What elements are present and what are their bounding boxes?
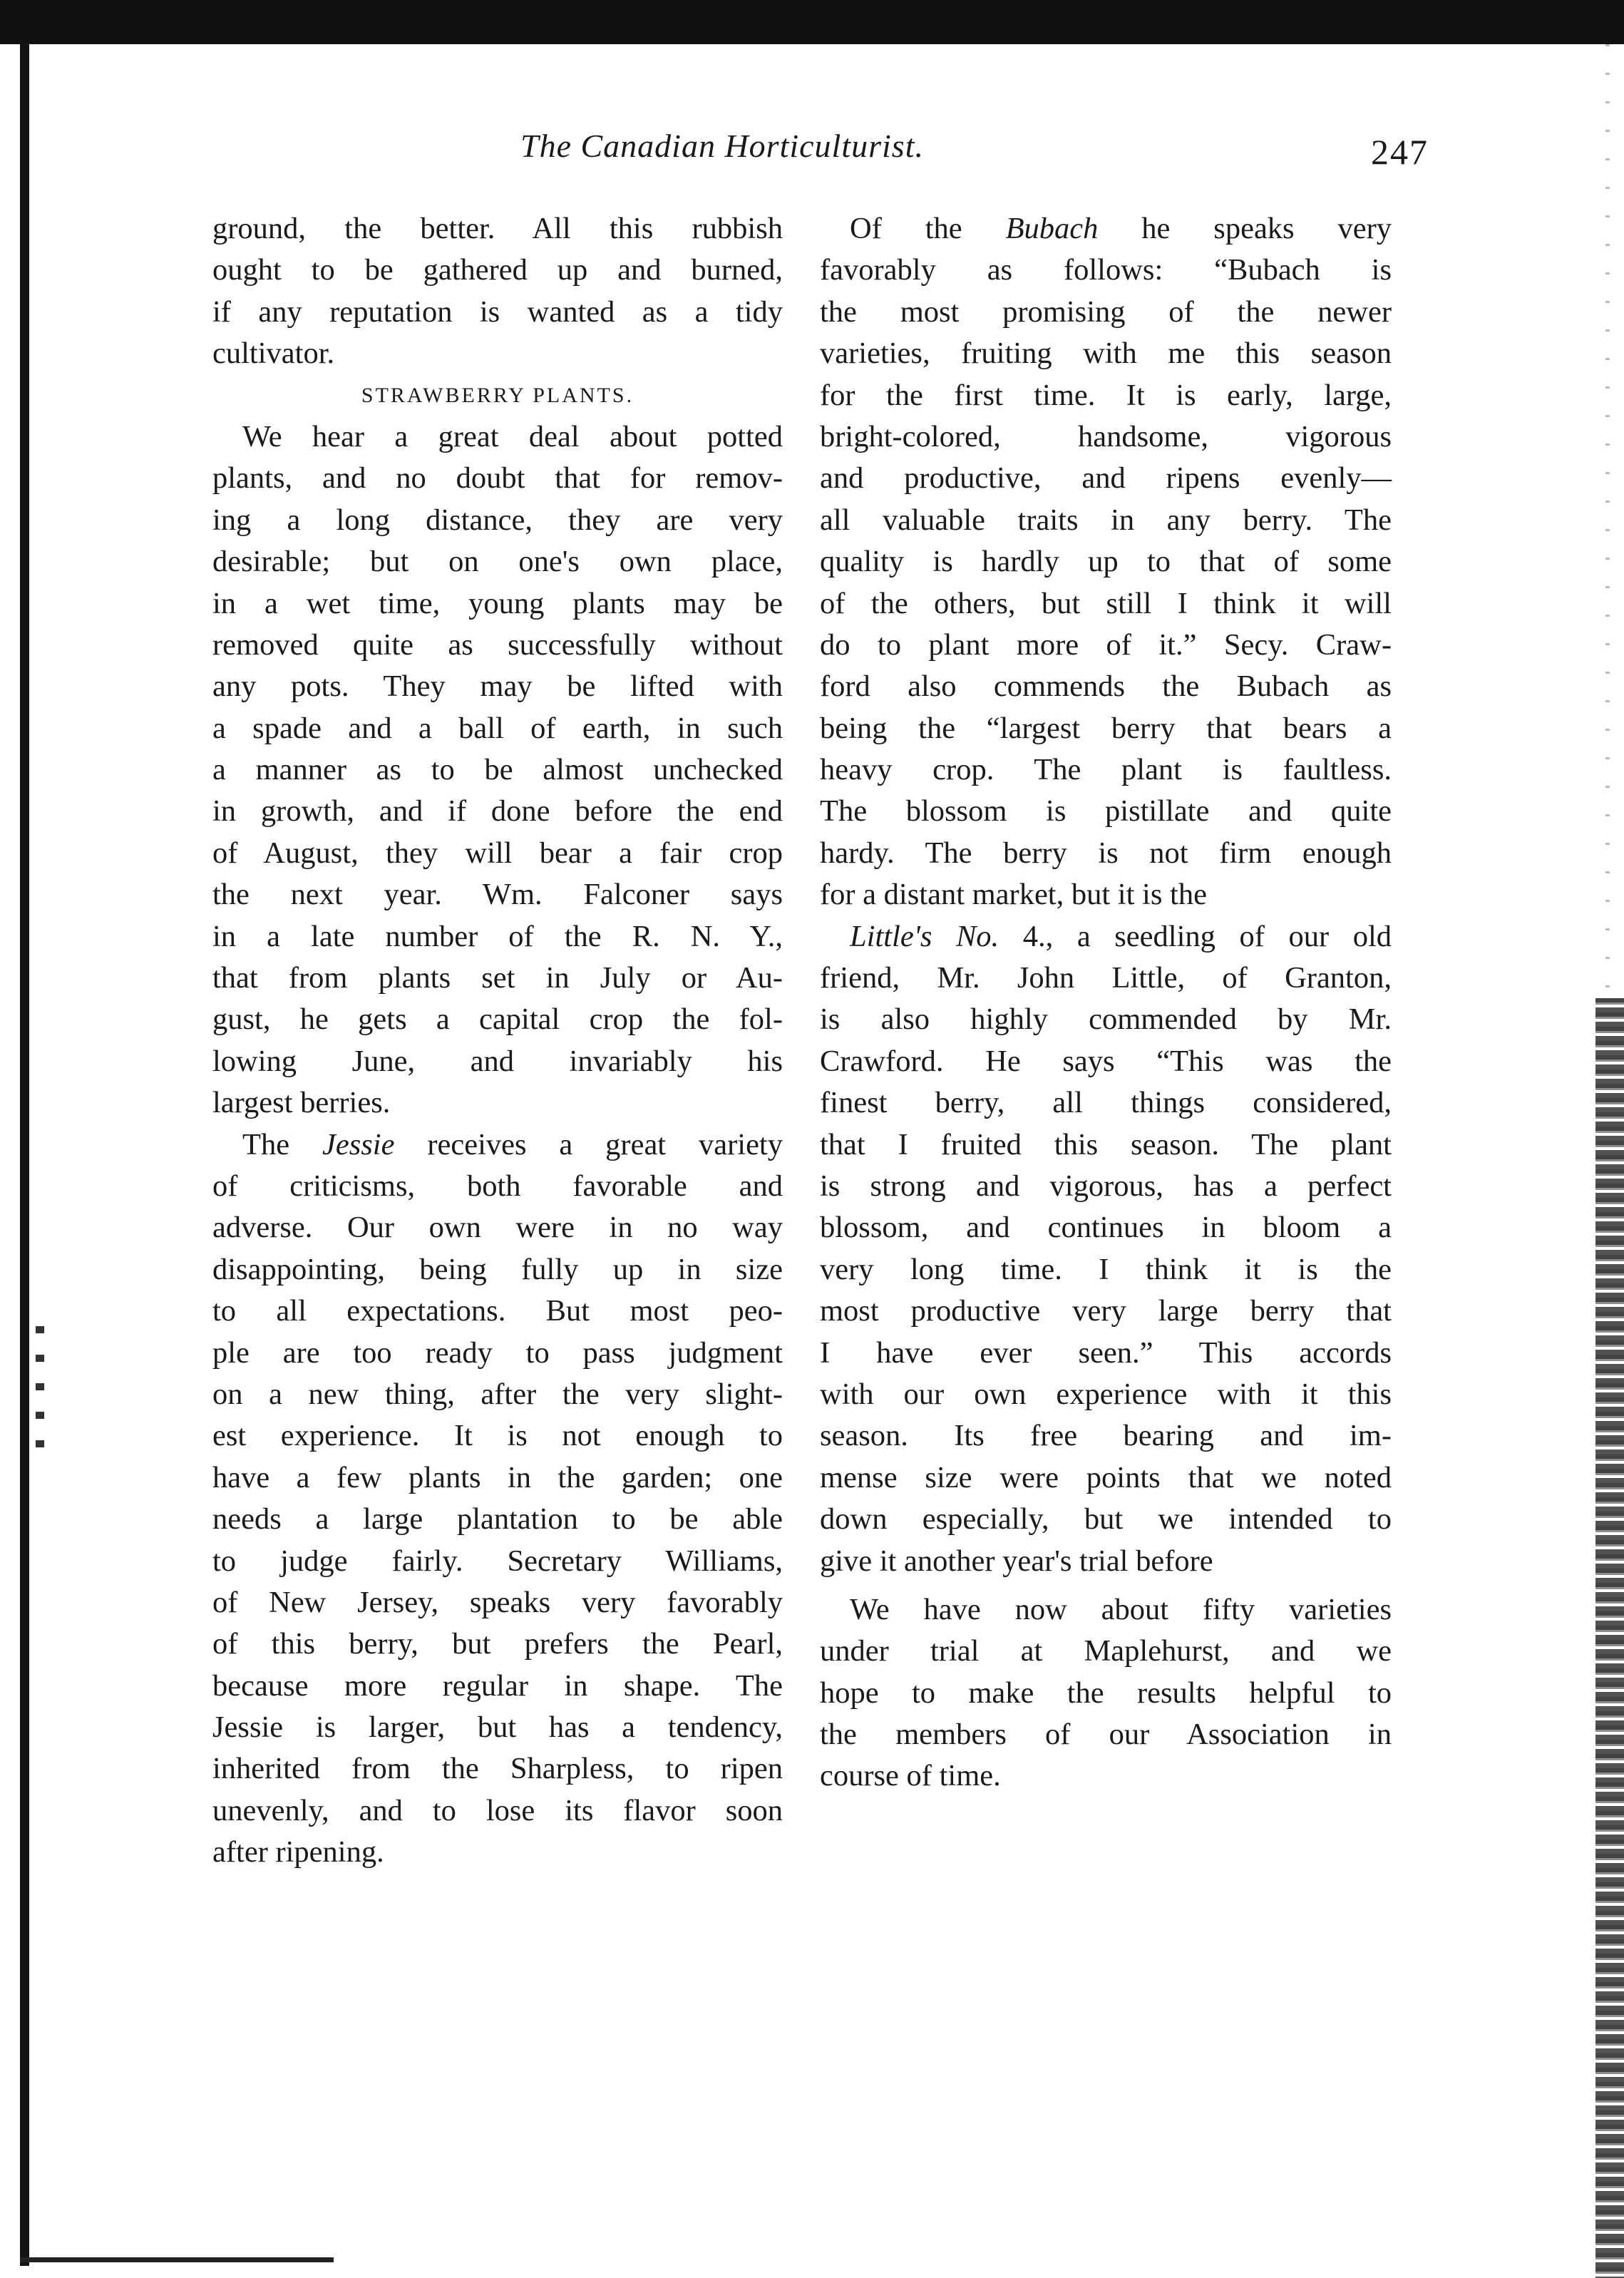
page-number: 247 xyxy=(1371,132,1429,172)
text-line: lowing June, and invariably his xyxy=(212,1044,783,1078)
text-line: ple are too ready to pass judgment xyxy=(212,1335,783,1370)
berry-name-jessie: Jessie xyxy=(322,1127,395,1161)
text-line: finest berry, all things considered, xyxy=(820,1086,1392,1120)
text-line: of criticisms, both favorable and xyxy=(212,1169,783,1203)
text-line xyxy=(820,916,1392,958)
text-line: I have ever seen.” This accords xyxy=(820,1335,1392,1370)
text-line: plants, and no doubt that for remov- xyxy=(212,461,783,496)
text-line: the next year. Wm. Falconer says xyxy=(212,878,783,912)
text-line: friend, Mr. John Little, of Granton, xyxy=(820,961,1392,995)
text-line: the most promising of the newer xyxy=(820,294,1392,329)
text-line: if any reputation is wanted as a tidy xyxy=(212,294,783,329)
text-line: of the others, but still I think it will xyxy=(820,586,1392,620)
text-line: in a wet time, young plants may be xyxy=(212,586,783,620)
text-line: have a few plants in the garden; one xyxy=(212,1460,783,1494)
text-line: cultivator. xyxy=(212,337,335,371)
text-line: ford also commends the Bubach as xyxy=(820,669,1392,704)
text-line: unevenly, and to lose its flavor soon xyxy=(212,1793,783,1827)
text-run: 4., a seedling of our old xyxy=(999,919,1392,953)
text-line: adverse. Our own were in no way xyxy=(212,1211,783,1245)
left-column xyxy=(212,208,783,1874)
text-line: gust, he gets a capital crop the fol- xyxy=(212,1002,783,1037)
text-line: do to plant more of it.” Secy. Craw- xyxy=(820,627,1392,662)
text-line: We hear a great deal about potted xyxy=(242,419,783,453)
text-line: est experience. It is not enough to xyxy=(212,1419,783,1453)
text-line: course of time. xyxy=(820,1759,1001,1793)
running-head xyxy=(214,127,1568,184)
text-line: mense size were points that we noted xyxy=(820,1460,1392,1494)
text-run: Of the xyxy=(850,212,1006,245)
text-line: in growth, and if done before the end xyxy=(212,794,783,828)
journal-title: The Canadian Horticulturist. xyxy=(520,128,924,164)
scan-border-left xyxy=(20,41,29,2266)
text-line: a manner as to be almost unchecked xyxy=(212,753,783,787)
scan-edge-right-lower xyxy=(1595,998,1624,2278)
text-line: varieties, fruiting with me this season xyxy=(820,337,1392,371)
section-heading: STRAWBERRY PLANTS. xyxy=(361,383,634,407)
text-line: is also highly commended by Mr. xyxy=(820,1002,1392,1037)
text-line: with our own experience with it this xyxy=(820,1377,1392,1411)
text-line: Jessie is larger, but has a tendency, xyxy=(212,1710,783,1745)
text-line: all valuable traits in any berry. The xyxy=(820,503,1392,537)
text-line: of this berry, but prefers the Pearl, xyxy=(212,1627,783,1661)
text-line: under trial at Maplehurst, and we xyxy=(820,1634,1392,1668)
text-line: the members of our Association in xyxy=(820,1718,1392,1752)
text-line: a spade and a ball of earth, in such xyxy=(212,711,783,745)
text-run: The xyxy=(242,1127,322,1161)
text-line: most productive very large berry that xyxy=(820,1294,1392,1328)
text-line: of New Jersey, speaks very favorably xyxy=(212,1585,783,1619)
text-line xyxy=(212,1124,783,1166)
text-line: of August, they will bear a fair crop xyxy=(212,836,783,870)
text-line: ought to be gathered up and burned, xyxy=(212,253,783,287)
scan-edge-right-upper xyxy=(1605,44,1610,1000)
text-line: The blossom is pistillate and quite xyxy=(820,794,1392,828)
text-line: largest berries. xyxy=(212,1086,391,1120)
text-line: desirable; but on one's own place, xyxy=(212,545,783,579)
text-line: disappointing, being fully up in size xyxy=(212,1252,783,1286)
text-line: bright-colored, handsome, vigorous xyxy=(820,419,1392,453)
text-line: blossom, and continues in bloom a xyxy=(820,1211,1392,1245)
text-line: ground, the better. All this rubbish xyxy=(212,212,783,245)
text-line: is strong and vigorous, has a perfect xyxy=(820,1169,1392,1203)
text-line: for a distant market, but it is the xyxy=(820,878,1207,912)
scan-border-top xyxy=(0,0,1624,44)
text-run: receives a great variety xyxy=(394,1127,783,1161)
text-run: he speaks very xyxy=(1098,212,1392,245)
margin-mark xyxy=(36,1326,44,1447)
right-column xyxy=(820,208,1392,1797)
text-line xyxy=(820,208,1392,250)
text-line: after ripening. xyxy=(212,1835,384,1869)
berry-name-littles: Little's No. xyxy=(850,919,999,953)
text-line: to all expectations. But most peo- xyxy=(212,1294,783,1328)
text-line: favorably as follows: “Bubach is xyxy=(820,253,1392,287)
text-line: removed quite as successfully without xyxy=(212,627,783,662)
text-line: give it another year's trial before xyxy=(820,1544,1213,1578)
text-line: down especially, but we intended to xyxy=(820,1502,1392,1536)
text-line: being the “largest berry that bears a xyxy=(820,711,1392,745)
text-line: on a new thing, after the very slight- xyxy=(212,1377,783,1411)
text-line: in a late number of the R. N. Y., xyxy=(212,919,783,953)
text-line: and productive, and ripens evenly— xyxy=(820,461,1392,496)
text-line: hardy. The berry is not firm enough xyxy=(820,836,1392,870)
text-line: inherited from the Sharpless, to ripen xyxy=(212,1752,783,1786)
text-line: Crawford. He says “This was the xyxy=(820,1044,1392,1078)
text-line: quality is hardly up to that of some xyxy=(820,545,1392,579)
text-line: heavy crop. The plant is faultless. xyxy=(820,753,1392,787)
berry-name-bubach: Bubach xyxy=(1005,212,1099,245)
text-line: any pots. They may be lifted with xyxy=(212,669,783,704)
text-line: to judge fairly. Secretary Williams, xyxy=(212,1544,783,1578)
scan-border-bottom xyxy=(20,2257,334,2262)
text-line: for the first time. It is early, large, xyxy=(820,378,1392,412)
text-line: that I fruited this season. The plant xyxy=(820,1127,1392,1161)
text-line: that from plants set in July or Au- xyxy=(212,961,783,995)
text-line: ing a long distance, they are very xyxy=(212,503,783,537)
text-line: very long time. I think it is the xyxy=(820,1252,1392,1286)
text-line: season. Its free bearing and im- xyxy=(820,1419,1392,1453)
text-line: needs a large plantation to be able xyxy=(212,1502,783,1536)
text-line: hope to make the results helpful to xyxy=(820,1676,1392,1710)
paragraph-gap xyxy=(820,1582,1392,1589)
text-line: We have now about fifty varieties xyxy=(850,1592,1392,1626)
text-line: because more regular in shape. The xyxy=(212,1668,783,1703)
